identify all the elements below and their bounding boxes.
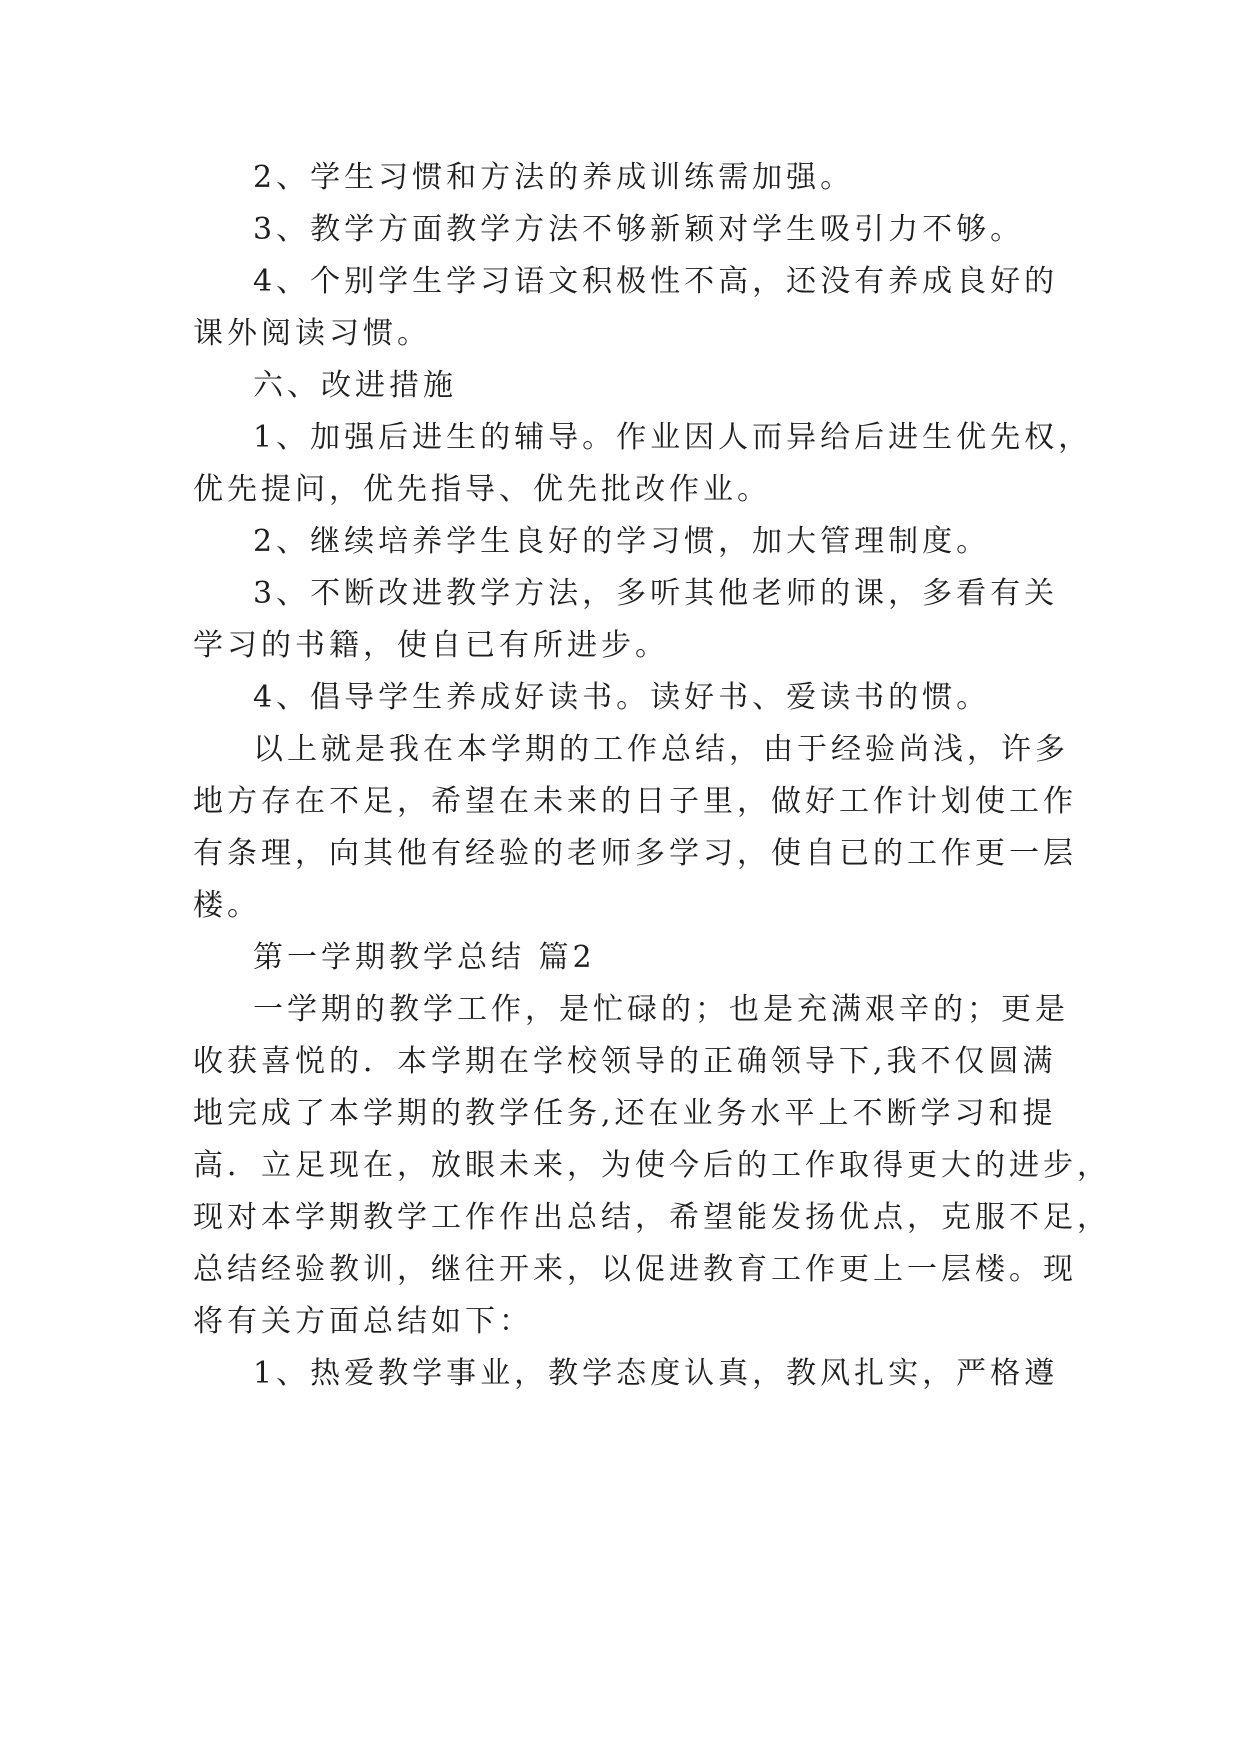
section-heading: 六、改进措施 bbox=[253, 368, 457, 403]
text-line: 地完成了本学期的教学任务,还在业务水平上不断学习和提 bbox=[193, 1096, 1057, 1131]
text-line: 将有关方面总结如下： bbox=[193, 1304, 533, 1339]
text-line: 一学期的教学工作，是忙碌的；也是充满艰辛的；更是 bbox=[253, 992, 1069, 1027]
article-title: 第一学期教学总结 篇2 bbox=[253, 940, 596, 975]
text-line: 收获喜悦的．本学期在学校领导的正确领导下,我不仅圆满 bbox=[193, 1044, 1057, 1079]
text-line: 有条理，向其他有经验的老师多学习，使自已的工作更一层 bbox=[193, 836, 1077, 871]
text-line: 楼。 bbox=[193, 888, 261, 923]
text-line: 4、个别学生学习语文积极性不高，还没有养成良好的 bbox=[253, 264, 1059, 299]
text-line: 1、热爱教学事业，教学态度认真，教风扎实，严格遵 bbox=[253, 1356, 1059, 1391]
text-line: 4、倡导学生养成好读书。读好书、爱读书的惯。 bbox=[253, 680, 991, 715]
text-line: 课外阅读习惯。 bbox=[193, 316, 431, 351]
text-line: 1、加强后进生的辅导。作业因人而异给后进生优先权， bbox=[253, 420, 1093, 455]
text-line: 地方存在不足，希望在未来的日子里，做好工作计划使工作 bbox=[193, 784, 1077, 819]
text-line: 现对本学期教学工作作出总结，希望能发扬优点，克服不足， bbox=[193, 1200, 1111, 1235]
text-line: 以上就是我在本学期的工作总结，由于经验尚浅，许多 bbox=[253, 732, 1069, 767]
text-line: 2、学生习惯和方法的养成训练需加强。 bbox=[253, 160, 855, 195]
text-line: 学习的书籍，使自已有所进步。 bbox=[193, 628, 669, 663]
text-line: 3、教学方面教学方法不够新颖对学生吸引力不够。 bbox=[253, 212, 1025, 247]
text-line: 3、不断改进教学方法，多听其他老师的课，多看有关 bbox=[253, 576, 1059, 611]
text-line: 总结经验教训，继往开来，以促进教育工作更上一层楼。现 bbox=[193, 1252, 1077, 1287]
text-line: 优先提问，优先指导、优先批改作业。 bbox=[193, 472, 771, 507]
text-line: 2、继续培养学生良好的学习惯，加大管理制度。 bbox=[253, 524, 991, 559]
text-line: 高．立足现在，放眼未来，为使今后的工作取得更大的进步， bbox=[193, 1148, 1111, 1183]
